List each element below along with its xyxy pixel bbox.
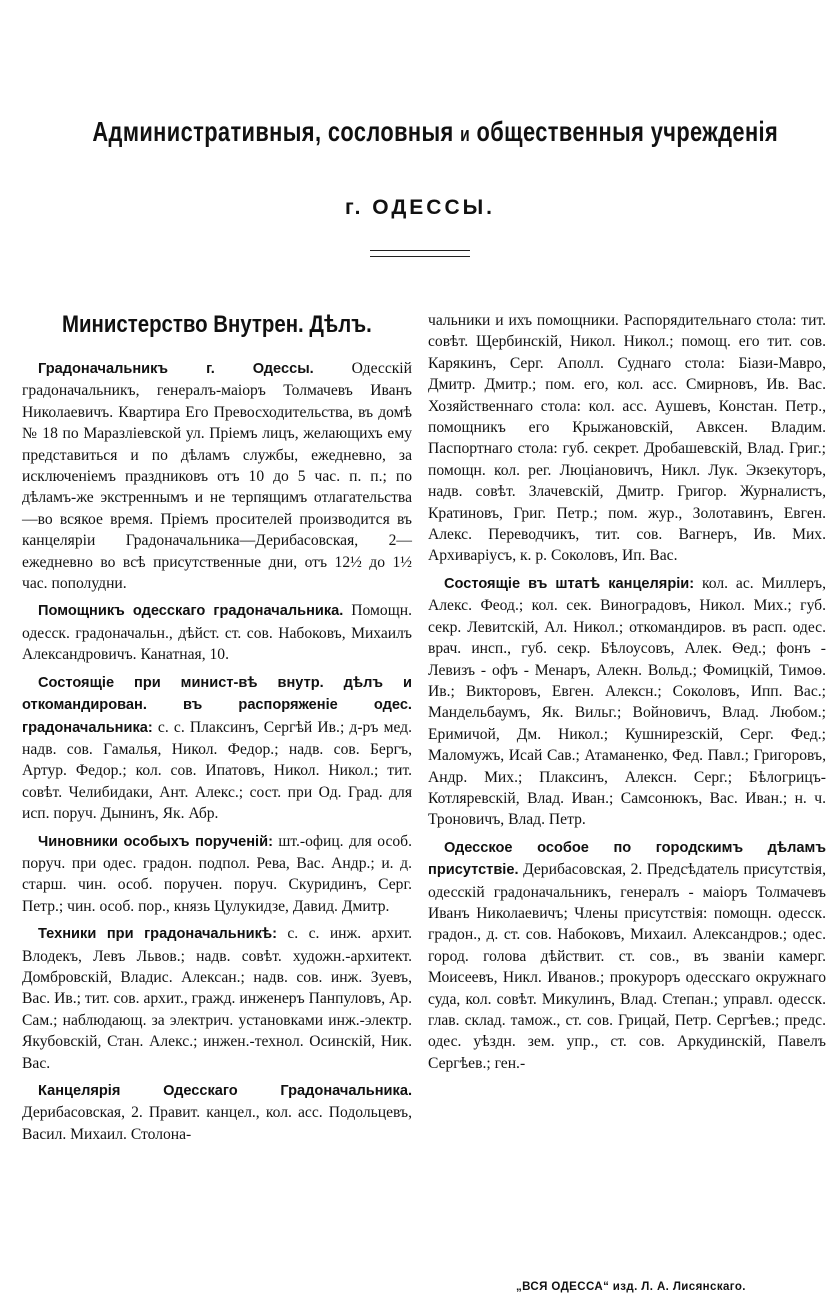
paragraph-heading: Одесское особое по городскимъ дѣламъ присутствіе.: [428, 839, 826, 879]
page-footer: „ВСЯ ОДЕССА“ изд. Л. А. Лисянскаго.: [516, 1281, 746, 1293]
paragraph-heading: Чиновники особыхъ порученій:: [38, 833, 273, 850]
paragraph-shtat: [428, 573, 826, 831]
right-column: [428, 310, 826, 1080]
page-subtitle: г. ОДЕССЫ.: [344, 196, 496, 219]
paragraph-body: с. с. инж. архит. Влодекъ, Левъ Львов.; надв. совѣт. художн.-архитект. Домбровскій, Владис. Алексан.; надв. сов. инж. Зуевъ, Вас. Ив.; тит. сов. архит., гражд. инженеръ Панпуловъ, Ар. Сам.; наблюдающ. за электрич. установками инж.-электр. Якубовскій, Стан. Алекс.; инжен.-технол. Осинскій, Ник. Вас.: [22, 925, 412, 1072]
paragraph-gradonachalnik: [22, 358, 412, 594]
paragraph-sostoyashchie: [22, 672, 412, 825]
title-part1: Административныя, сословныя: [92, 116, 454, 147]
paragraph-body: кол. ас. Миллеръ, Алекс. Феод.; кол. сек. Виноградовъ, Никол. Мих.; губ. секр. Левитскій, Ал. Никол.; откомандиров. въ расп. одес. врач. инсп., губ. секр. Бѣлоусовъ, Алек. Ѳед.; фонъ - Левизъ - офъ - Менаръ, Алекн. Вольд.; Фомицкій, Тимоѳ. Ив.; Викторовъ, Евген. Алексн.; Соколовъ, Ипп. Вас.; Мандельбаумъ, Як. Вильг.; Войновичъ, Влад. Любом.; Еримичой, Дм. Никол.; Кушнирезскій, Серг. Фед.; Маломужъ, Исай Сав.; Атаманенко, Фед. Павл.; Григоровъ, Андр. Мих.; Плаксинъ, Алексн. Серг.; Бѣлогрицъ-Котляревскій, Влад. Иван.; Самсонюкъ, Вас. Иван.; н. ч. Троновичъ, Влад. Петр.: [428, 574, 826, 829]
paragraph-body: Дерибасовская, 2. Предсѣдатель присутствія, одесскій градоначальникъ, генералъ - маіоръ Толмачевъ Иванъ Николаевичъ; Члены присутствія: помощн. одесск. градон., д. ст. сов. Набоковъ, Михаил. Александров.; одес. город. голова дѣйствит. ст. сов., въ званіи камерг. Моисеевъ, Никл. Иванов.; прокуроръ одесскаго окружнаго суда, кол. совѣт. Микулинъ, Влад. Степан.; управл. одесск. глав. склад. тамож., ст. сов. Грицай, Петр. Сергѣев.; предс. одес. уѣздн. зем. упр., ст. сов. Аркудинскій, Павелъ Сергѣев.; ген.-: [428, 861, 826, 1072]
paragraph-kantselyariya: [22, 1080, 412, 1145]
title-part2: общественныя учрежденія: [476, 116, 779, 147]
page-title: [92, 116, 779, 148]
paragraph-heading: Помощникъ одесскаго градоначальника.: [38, 603, 344, 620]
paragraph-body: с. с. Плаксинъ, Сергѣй Ив.; д-ръ мед. надв. сов. Гамалья, Никол. Федор.; надв. сов. Бергъ, Артур. Федор.; кол. сов. Ипатовъ, Никол. Никол.; тит. совѣт. Челибидаки, Ант. Алекс.; сост. при Од. Град. для исп. поруч. Дынинъ, Як. Абр.: [22, 718, 412, 823]
paragraph-osoboe-prisutstvie: [428, 837, 826, 1074]
paragraph-heading: Канцелярія Одесскаго Градоначальника.: [38, 1083, 412, 1099]
paragraph-body: Одесскій градоначальникъ, генералъ-маіоръ Толмачевъ Иванъ Николаевичъ. Квартира Его Превосходительства, въ домѣ № 18 по Маразліевской ул. Пріемъ лицъ, желающихъ ему представиться и по дѣламъ службы, ежедневно, за исключеніемъ праздниковъ отъ 10 до 5 час. п. п.; по дѣламъ-же экстреннымъ и не терпящимъ отлагательства—во всякое время. Пріемъ просителей производится въ канцеляріи Градоначальника—Дерибасовская, 2—ежедневно во всѣ присутственные дни, отъ 12½ до 1½ час. пополудни.: [22, 360, 412, 593]
paragraph-stolonachalniki: [428, 310, 826, 567]
paragraph-chinovniki: [22, 831, 412, 918]
title-conjunction: и: [460, 124, 471, 146]
paragraph-tekhniki: [22, 923, 412, 1074]
left-column: [22, 308, 412, 1151]
paragraph-heading: Состоящіе при минист-вѣ внутр. дѣлъ и откомандирован. въ распоряженіе одес. градоначальника:: [22, 674, 412, 736]
paragraph-heading: Техники при градоначальникѣ:: [38, 926, 277, 943]
section-heading: Министерство Внутрен. Дѣлъ.: [62, 311, 372, 338]
paragraph-body: чальники и ихъ помощники. Распорядительнаго стола: тит. совѣт. Щербинскій, Никол. Никол.; помощ. его тит. сов. Карякинъ, Серг. Аполл. Суднаго стола: Біази-Мавро, Дмитр. Дмитр.; пом. его, кол. асс. Смирновъ, Ив. Вас. Хозяйственнаго стола: кол. асс. Аушевъ, Констан. Петр., помощникъ его Крыжановскій, Авксен. Владим. Паспортнаго стола: губ. секрет. Дробашевскій, Влад. Григ.; помощн. кол. рег. Люціановичъ, Никл. Лук. Экзекуторъ, надв. совѣт. Злачевскій, Дмитр. Григор. Журналистъ, Кратиновъ, Григ. Петр.; пом. жур., Золотавинъ, Евген. Алекс. Переводчикъ, тит. сов. Вагнеръ, Ив. Мих. Архиваріусъ, к. р. Соколовъ, Ип. Вас.: [428, 312, 826, 565]
title-rule-top: [370, 250, 470, 251]
paragraph-body: шт.-офиц. для особ. поруч. при одес. градон. подпол. Рева, Вас. Андр.; и. д. старш. чин. особ. поручен. поруч. Скуридинъ, Серг. Петр.; чин. особ. пор., князь Цулукидзе, Давид. Дмитр.: [22, 832, 412, 915]
title-rule-bottom: [370, 256, 470, 257]
paragraph-pomoshchnik: [22, 600, 412, 665]
paragraph-heading: Градоначальникъ г. Одессы.: [38, 361, 314, 377]
paragraph-body: Дерибасовская, 2. Правит. канцел., кол. асс. Подольцевъ, Васил. Михаил. Столона-: [22, 1104, 412, 1143]
paragraph-body: Помощн. одесск. градоначальн., дѣйст. ст. сов. Набоковъ, Михаилъ Александровичъ. Канатная, 10.: [22, 602, 412, 664]
paragraph-heading: Состоящіе въ штатѣ канцеляріи:: [444, 575, 695, 592]
